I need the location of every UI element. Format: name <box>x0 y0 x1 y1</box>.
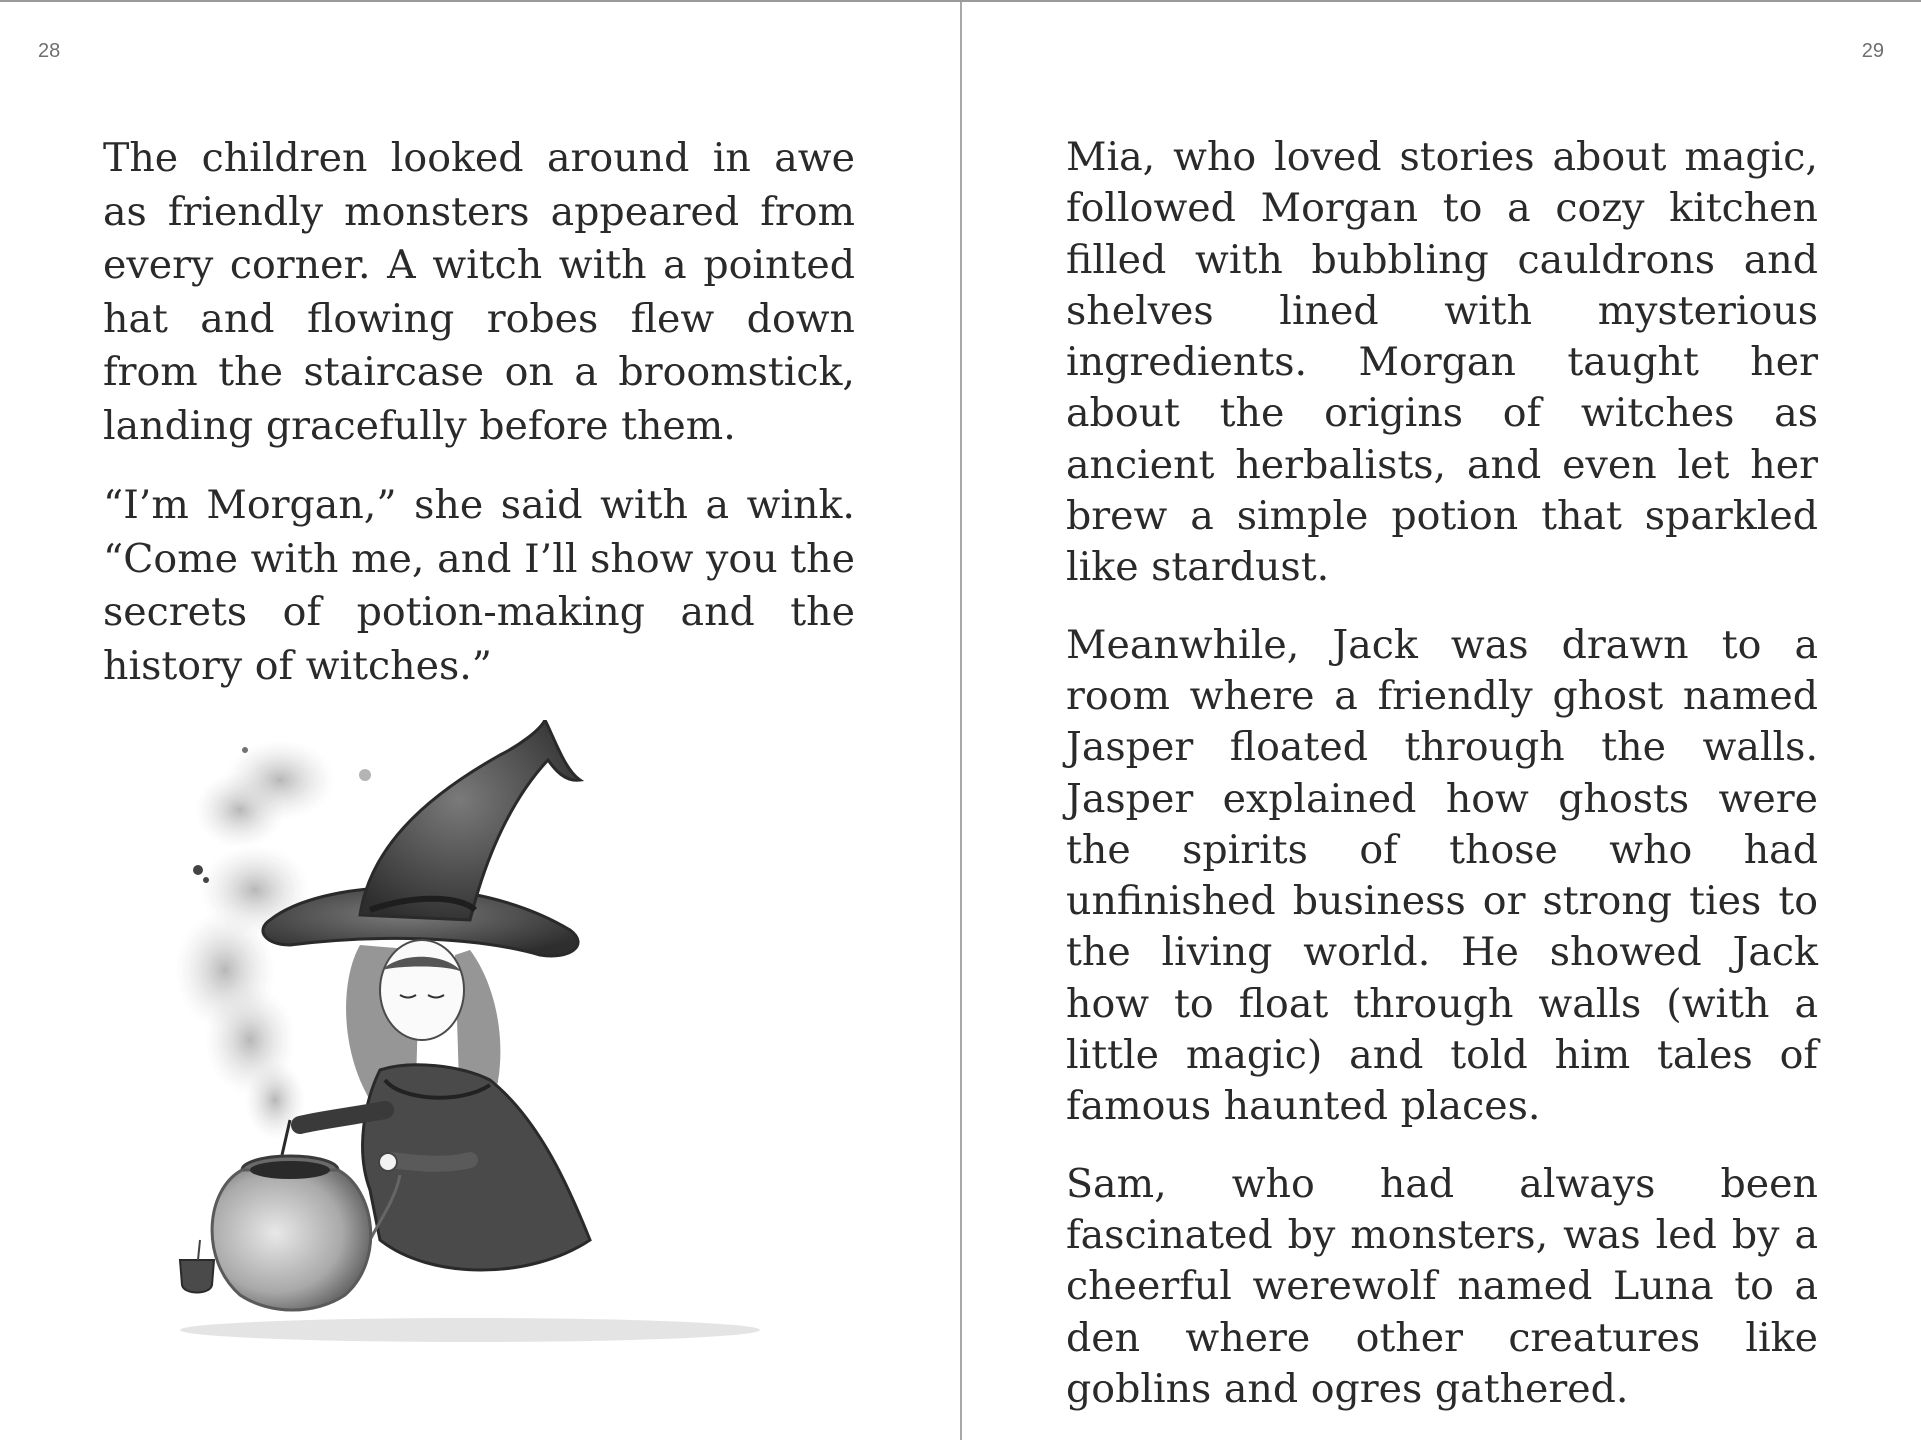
small-cup <box>180 1240 214 1293</box>
page-number-right: 29 <box>1861 40 1884 62</box>
paragraph: “I’m Morgan,” she said with a wink. “Come with me, and I’ll show you the secrets of potion-making and the history of witches.” <box>103 482 855 689</box>
page-number-left: 28 <box>38 40 61 62</box>
witch-illustration <box>170 720 800 1370</box>
paragraph: Mia, who loved stories about magic, followed Morgan to a cozy kitchen filled with bubbling cauldrons and shelves lined with mysterious ingredients. Morgan taught her about the origins of witches as ancient herbalists, and even let her brew a simple potion that sparkled like stardust. <box>1066 134 1818 591</box>
right-page <box>962 2 1920 1440</box>
ground-shadow <box>180 1318 760 1342</box>
paragraph: Sam, who had always been fascinated by monsters, was led by a cheerful werewolf named Luna to a den where other creatures like goblins and ogres gathered. <box>1066 1160 1818 1412</box>
left-page <box>0 2 958 1440</box>
right-page-text <box>1066 132 1818 1440</box>
paragraph: Meanwhile, Jack was drawn to a room where a friendly ghost named Jasper floated through the walls. Jasper explained how ghosts were the spirits of those who had unfinished business or strong ties to the living world. He showed Jack how to float through walls (with a little magic) and told him tales of famous haunted places. <box>1066 621 1818 1130</box>
paragraph: The children looked around in awe as friendly monsters appeared from every corner. A witch with a pointed hat and flowing robes flew down from the staircase on a broomstick, landing gracefully before them. <box>103 135 855 449</box>
left-page-text <box>103 132 855 719</box>
cauldron <box>212 1156 371 1310</box>
